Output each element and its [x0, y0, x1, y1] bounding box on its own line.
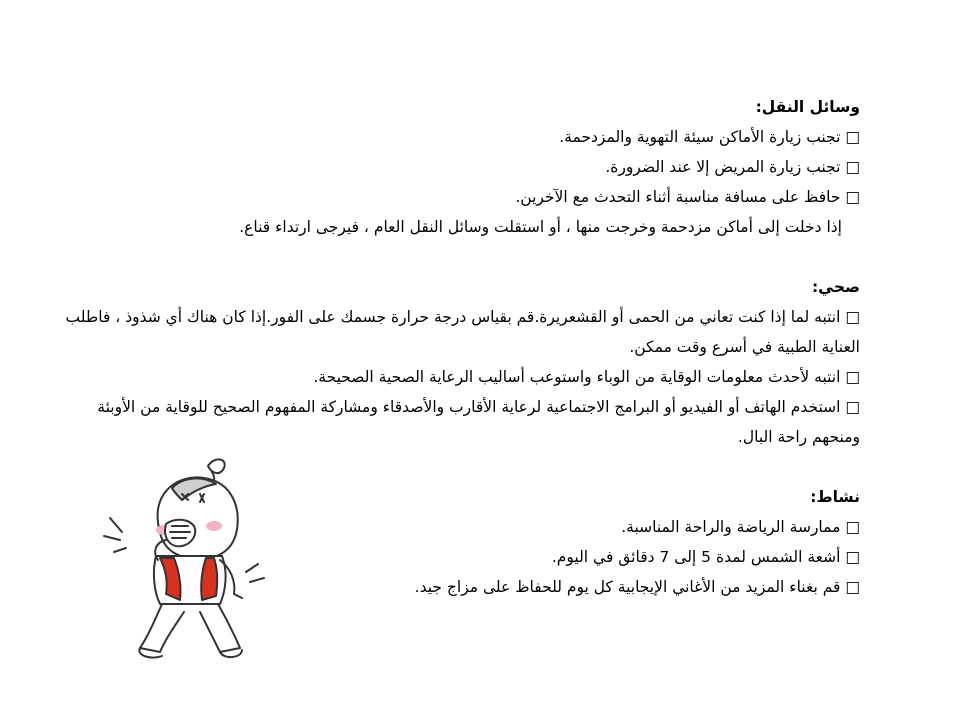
- transport-item-1: □ تجنب زيارة الأماكن سيئة التهوية والمزدحمة.: [559, 128, 860, 146]
- health-item-3: □ استخدم الهاتف أو الفيديو أو البرامج الاجتماعية لرعاية الأقارب والأصدقاء ومشاركة المفهوم الصحيح للوقاية من الأوبئة ومنحهم راحة البال.: [97, 398, 860, 446]
- section-gap: [60, 242, 860, 272]
- coughing-child-cartoon-icon: [96, 452, 308, 664]
- section-heading-activity: نشاط:: [810, 488, 860, 506]
- section-transport: [60, 92, 860, 242]
- activity-item-2: □ أشعة الشمس لمدة 5 إلى 7 دقائق في اليوم.: [551, 548, 860, 566]
- transport-note: إذا دخلت إلى أماكن مزدحمة وخرجت منها ، أو استقلت وسائل النقل العام ، فيرجى ارتداء قناع.: [239, 218, 842, 236]
- transport-item-3: □ حافظ على مسافة مناسبة أثناء التحدث مع الآخرين.: [515, 188, 860, 206]
- section-health: [60, 272, 860, 452]
- section-heading-health: صحي:: [811, 278, 860, 296]
- transport-item-2: □ تجنب زيارة المريض إلا عند الضرورة.: [605, 158, 860, 176]
- activity-item-1: □ ممارسة الرياضة والراحة المناسبة.: [621, 518, 860, 536]
- health-item-2: □ انتبه لأحدث معلومات الوقاية من الوباء واستوعب أساليب الرعاية الصحية الصحيحة.: [313, 368, 860, 386]
- activity-item-3: □ قم بغناء المزيد من الأغاني الإيجابية كل يوم للحفاظ على مزاج جيد.: [414, 578, 860, 596]
- health-item-1: □ انتبه لما إذا كنت تعاني من الحمى أو القشعريرة.قم بقياس درجة حرارة جسمك على الفور.إذا كان هناك أي شذوذ ، فاطلب العناية الطبية في أسرع وقت ممكن.: [65, 308, 860, 356]
- section-heading-transport: وسائل النقل:: [755, 98, 860, 116]
